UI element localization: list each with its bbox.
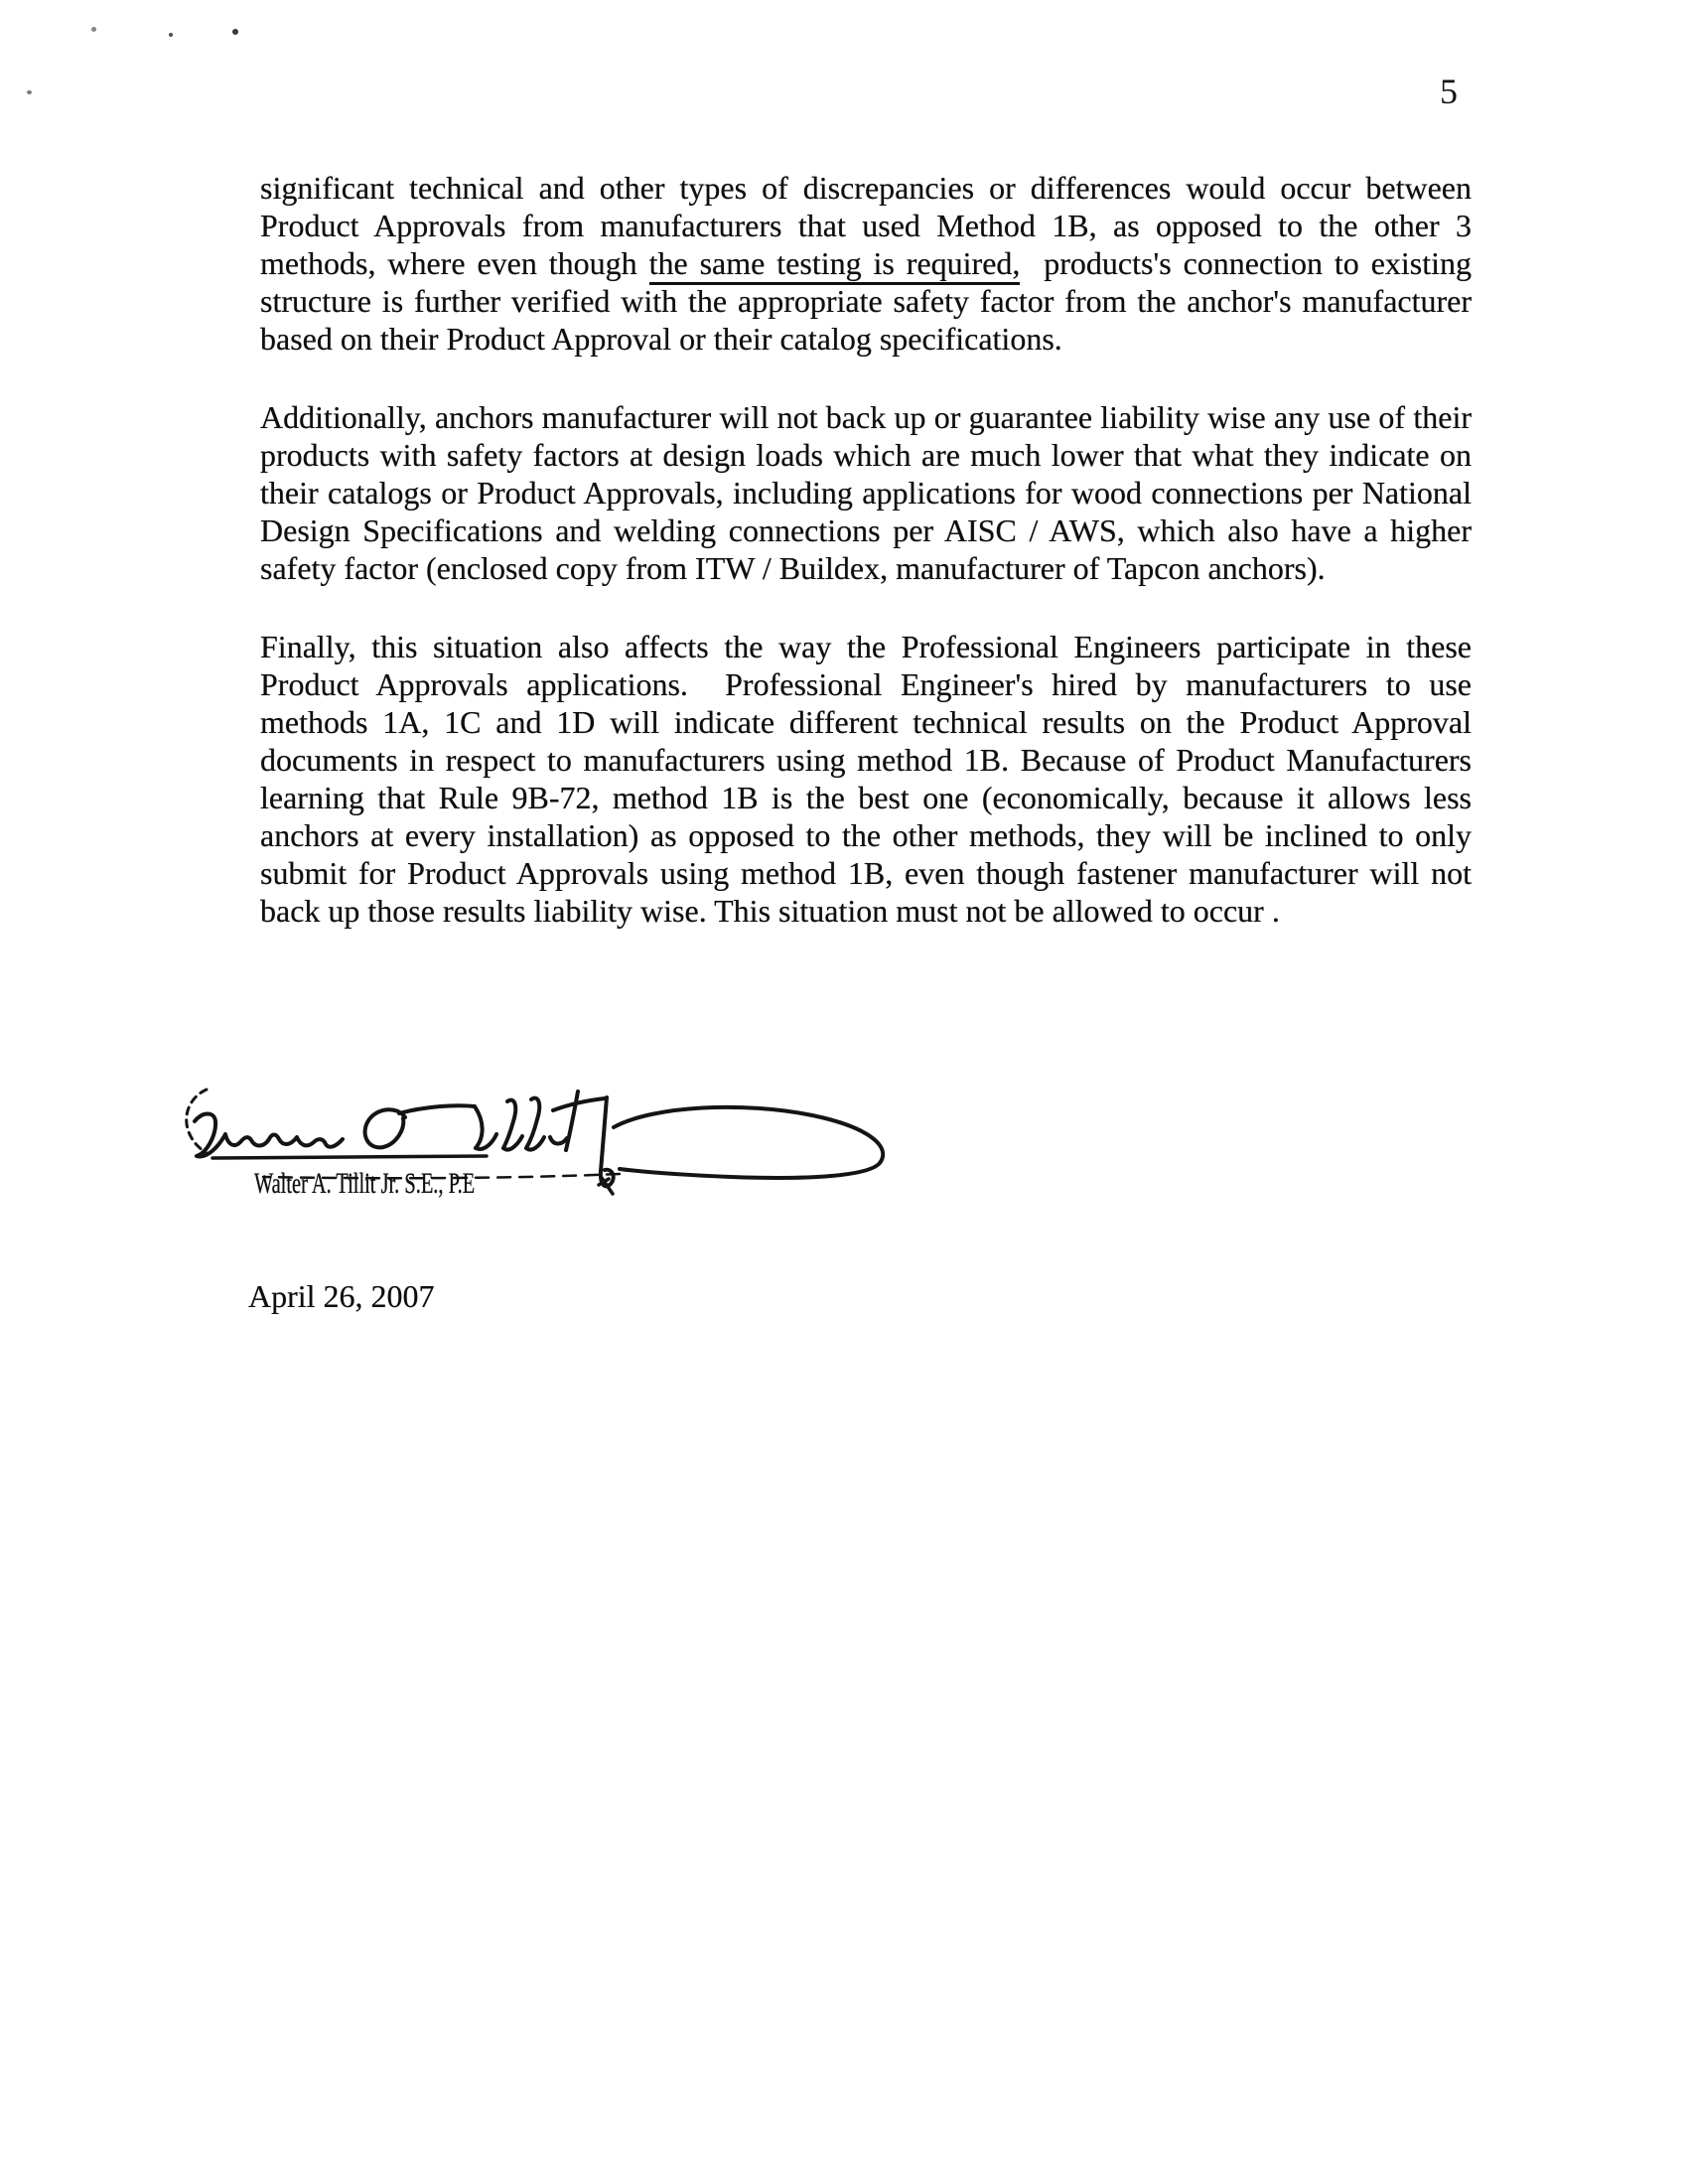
- paragraph-1-pre: significant technical and other types of discrepancies or differences would occur between Product Approvals from manufacturers that used Method 1B, as opposed to the other 3 methods, where even though: [260, 170, 1479, 281]
- signature-image: [179, 1078, 904, 1237]
- scan-speck: [27, 90, 32, 94]
- signature-typed-name: Walter A. Tillit Jr. S.E., P.E: [254, 1167, 476, 1200]
- paragraph-1-underlined-phrase: the same testing is required,: [649, 245, 1021, 285]
- signature-block: [179, 1078, 904, 1237]
- paragraph-1-post: products's connection to existing structure is further verified with the appropriate safety factor from the anchor's manufacturer based on their Product Approval or their catalog specifications.: [260, 245, 1480, 357]
- scan-speck: [169, 33, 173, 37]
- letter-date: April 26, 2007: [248, 1278, 435, 1314]
- letter-body: [260, 169, 1480, 970]
- page-number: 5: [1440, 72, 1458, 111]
- scan-speck: [91, 27, 96, 32]
- paragraph-3: Finally, this situation also affects the way the Professional Engineers participate in these Product Approvals applications. Professional Engineer's hired by manufacturers to use methods 1A, 1C and 1D will indicate different technical results on the Product Approval documents in respect to manufacturers using method 1B. Because of Product Manufacturers learning that Rule 9B-72, method 1B is the best one (economically, because it allows less anchors at every installation) as opposed to the other methods, they will be inclined to only submit for Product Approvals using method 1B, even though fastener manufacturer will not back up those results liability wise. This situation must not be allowed to occur .: [260, 629, 1479, 929]
- paragraph-2: Additionally, anchors manufacturer will not back up or guarantee liability wise any use of their products with safety factors at design loads which are much lower that what they indicate on their catalogs or Product Approvals, including applications for wood connections per National Design Specifications and welding connections per AISC / AWS, which also have a higher safety factor (enclosed copy from ITW / Buildex, manufacturer of Tapcon anchors).: [260, 399, 1479, 586]
- paragraph-1: [260, 169, 1480, 358]
- scan-speck: [232, 29, 238, 35]
